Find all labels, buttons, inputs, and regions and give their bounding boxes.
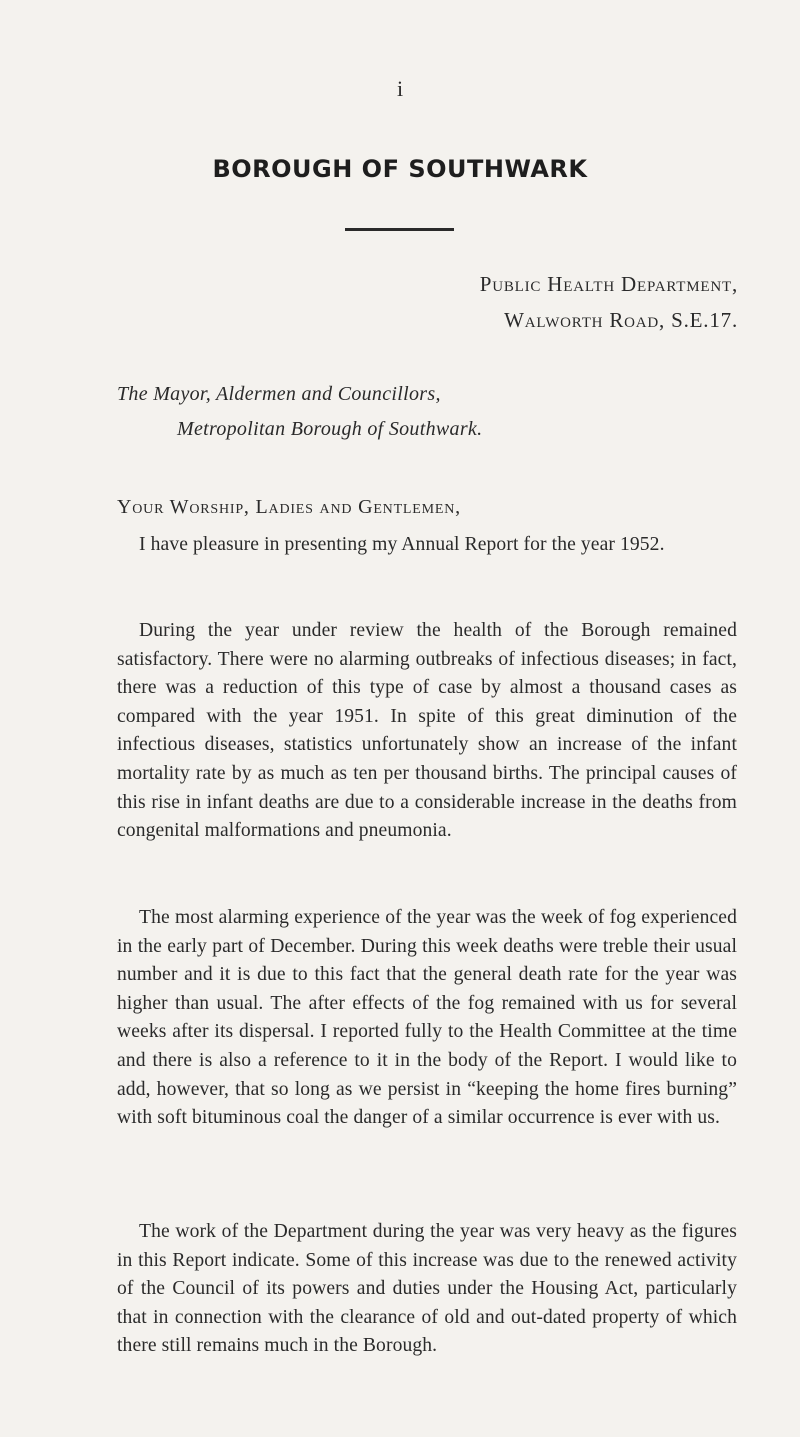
page-number: i [396, 76, 404, 101]
addressee-line-2: Metropolitan Borough of Southwark. [177, 418, 483, 440]
page-title: BOROUGH OF SOUTHWARK [212, 155, 588, 183]
sender-address-line-2: Walworth Road, S.E.17. [504, 308, 738, 332]
paragraph-department-work: The work of the Department during the year was very heavy as the figures in this Report indicate. Some of this increase was due to the renewed activity of the Council of its powers and duties under the Housing Act, particularly that in connection with the clearance of old and out-dated property of which there still remains much in the Borough. [117, 1221, 737, 1357]
paragraph-health-review: During the year under review the health of the Borough remained satisfactory. There were no alarming outbreaks of infectious diseases; in fact, there was a reduction of this type of case by almost a thousand cases as compared with the year 1951. In spite of this great diminution of the infectious diseases, statistics unfortunately show an increase of the infant mortality rate by as much as ten per thousand births. The principal causes of this rise in infant deaths are due to a considerable increase in the deaths from congenital malformations and pneumonia. [117, 620, 737, 842]
paragraph-intro: I have pleasure in presenting my Annual Report for the year 1952. [139, 534, 665, 555]
paragraph-fog: The most alarming experience of the year was the week of fog experienced in the early part of December. During this week deaths were treble their usual number and it is due to this fact that the general death rate for the year was higher than usual. The after effects of the fog remained with us for several weeks after its dispersal. I reported fully to the Health Committee at the time and there is also a reference to it in the body of the Report. I would like to add, however, that so long as we persist in “keeping the home fires burning” with soft bituminous coal the danger of a similar occurrence is ever with us. [117, 907, 737, 1129]
addressee-line-1: The Mayor, Aldermen and Councillors, [117, 383, 441, 405]
title-divider [345, 228, 454, 231]
salutation: Your Worship, Ladies and Gentlemen, [117, 496, 461, 518]
sender-address-line-1: Public Health Department, [479, 272, 738, 296]
